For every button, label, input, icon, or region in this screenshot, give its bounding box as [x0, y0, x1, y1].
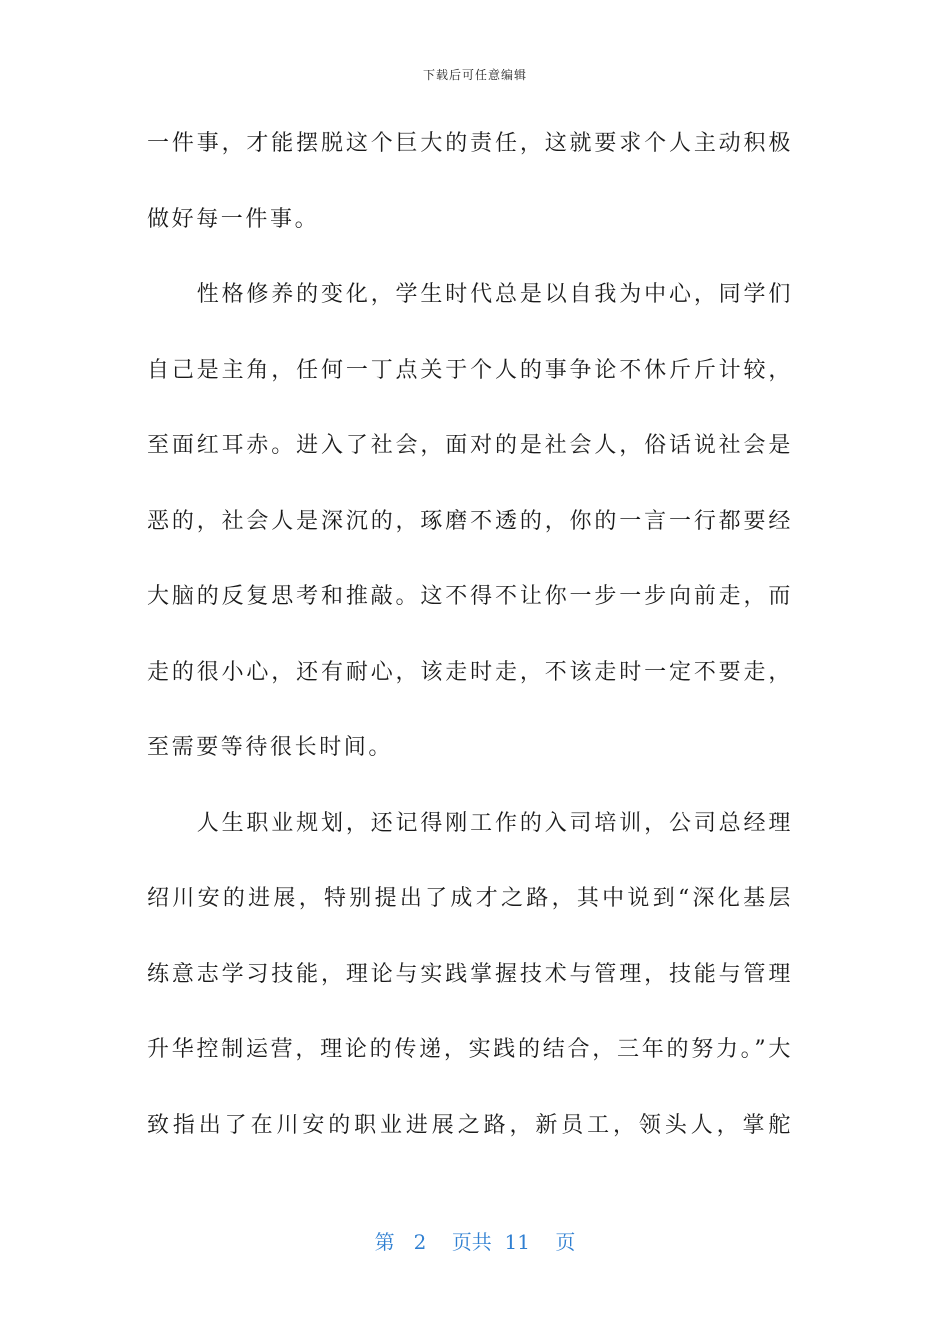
text-line: 至面红耳赤。进入了社会，面对的是社会人，俗话说社会是	[147, 433, 793, 458]
text-line: 一件事，才能摆脱这个巨大的责任，这就要求个人主动积极	[147, 131, 793, 156]
page-number-footer	[0, 1226, 950, 1255]
footer-total-pages: 11	[504, 1230, 530, 1254]
text-line: 人生职业规划，还记得刚工作的入司培训，公司总经理	[196, 810, 793, 836]
footer-prefix: 第	[374, 1230, 395, 1254]
text-line: 升华控制运营，理论的传递，实践的结合，三年的努力。”大	[147, 1037, 793, 1062]
text-line: 走的很小心，还有耐心，该走时走，不该走时一定不要走，	[147, 659, 793, 685]
text-line: 绍川安的进展，特别提出了成才之路，其中说到“深化基层	[147, 886, 793, 911]
footer-current-page: 2	[413, 1230, 427, 1254]
page-header: 下载后可任意编辑	[422, 68, 527, 82]
document-body	[147, 114, 793, 1171]
text-line: 大脑的反复思考和推敲。这不得不让你一步一步向前走，而	[147, 584, 793, 609]
text-line: 性格修养的变化，学生时代总是以自我为中心，同学们	[196, 282, 793, 307]
text-line: 做好每一件事。	[147, 206, 320, 232]
text-line: 致指出了在川安的职业进展之路，新员工，领头人，掌舵	[147, 1112, 793, 1138]
text-line: 练意志学习技能，理论与实践掌握技术与管理，技能与管理	[147, 961, 793, 987]
text-line: 自己是主角，任何一丁点关于个人的事争论不休斤斤计较，	[147, 357, 793, 383]
text-line: 至需要等待很长时间。	[147, 735, 394, 760]
text-line: 恶的，社会人是深沉的，琢磨不透的，你的一言一行都要经	[147, 508, 793, 534]
footer-middle: 页共	[451, 1230, 492, 1254]
footer-suffix: 页	[555, 1230, 576, 1254]
